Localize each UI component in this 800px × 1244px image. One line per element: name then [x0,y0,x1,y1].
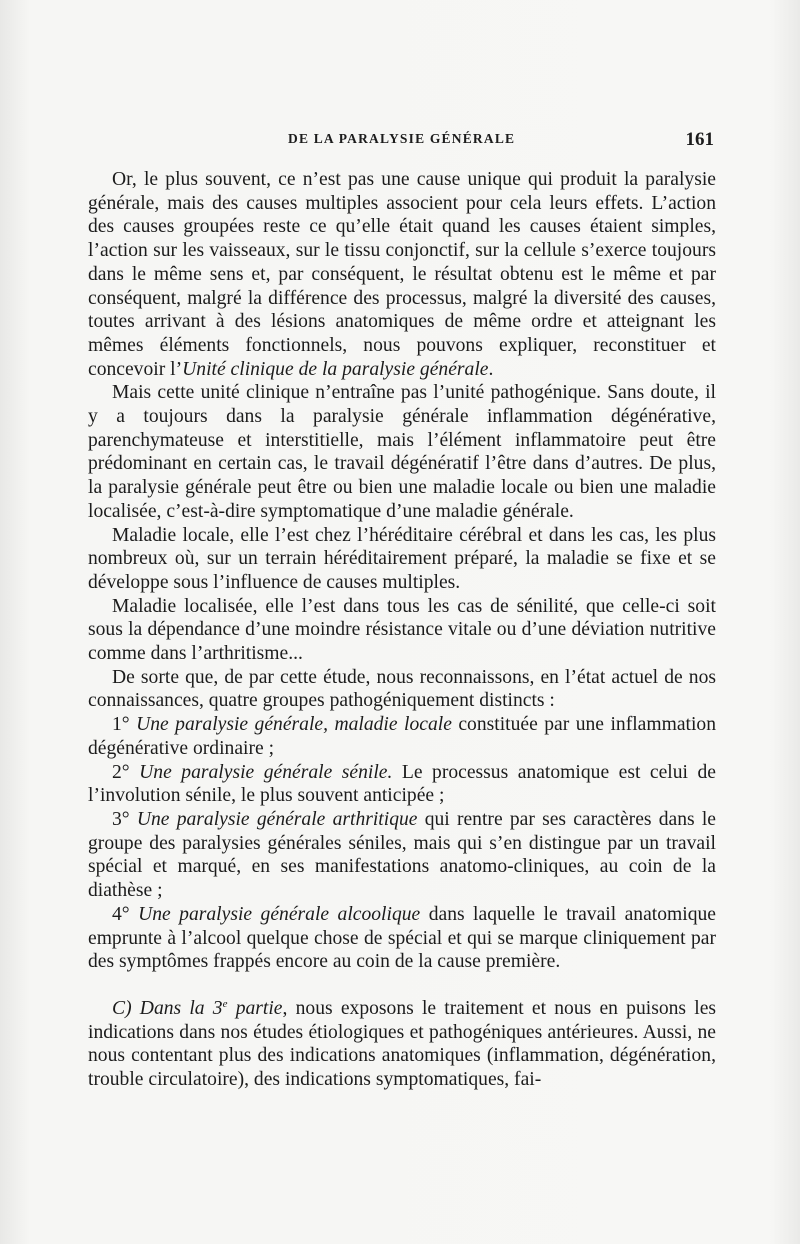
list-item: 2° Une paralysie générale sénile. Le processus anatomique est celui de l’involution sénile, le plus souvent anticipée ; [88,761,716,807]
body-text [88,168,716,1092]
paragraph: De sorte que, de par cette étude, nous reconnaissons, en l’état actuel de nos connaissances, quatre groupes pathogéniquement distincts : [88,666,716,712]
list-item: 3° Une paralysie générale arthritique qui rentre par ses caractères dans le groupe des paralysies générales séniles, mais qui s’en distingue par un travail spécial et marqué, en ses manifestations anatomo-cliniques, au coin de la diathèse ; [88,808,716,902]
page-number: 161 [685,129,714,150]
list-item: 4° Une paralysie générale alcoolique dans laquelle le travail anatomique emprunte à l’alcool quelque chose de spécial et qui se marque cliniquement par des symptômes frappés encore au coin de la cause première. [88,903,716,973]
paragraph: Or, le plus souvent, ce n’est pas une cause unique qui produit la paralysie générale, mais des causes multiples associent pour cela leurs effets. L’action des causes groupées reste ce qu’elle était quand les causes étaient simples, l’action sur les vaisseaux, sur le tissu conjonctif, sur la cellule s’exerce toujours dans le même sens et, par conséquent, le résultat obtenu est le même et par conséquent, malgré la différence des processus, malgré la diversité des causes, toutes arrivant à des lésions anatomiques de même ordre et atteignant les mêmes éléments fonctionnels, nous pouvons expliquer, reconstituer et concevoir l’Unité clinique de la paralysie générale. [88,169,716,380]
final-paragraph: C) Dans la 3e partie, nous exposons le traitement et nous en puisons les indications dans nos études étiologiques et pathogéniques antérieures. Aussi, ne nous contentant plus des indications anatomiques (inflammation, dégénération, trouble circulatoire), des indications symptomatiques, fai- [88,997,717,1091]
paragraph: Maladie locale, elle l’est chez l’héréditaire cérébral et dans les cas, les plus nombreux où, sur un terrain héréditairement préparé, la maladie se fixe et se développe sous l’influence de causes multiples. [88,524,716,593]
running-title: DE LA PARALYSIE GÉNÉRALE [288,131,516,146]
page-header [88,131,714,155]
paragraph: Mais cette unité clinique n’entraîne pas l’unité pathogénique. Sans doute, il y a toujours dans la paralysie générale inflammation dégénérative, parenchymateuse et interstitielle, mais l’élément inflammatoire peut être prédominant en certain cas, le travail dégénératif l’être dans d’autres. De plus, la paralysie générale peut être ou bien une maladie locale ou bien une maladie localisée, c’est-à-dire symptomatique d’une maladie générale. [88,382,716,522]
paragraph: Maladie localisée, elle l’est dans tous les cas de sénilité, que celle-ci soit sous la dépendance d’une moindre résistance vitale ou d’une déviation nutritive comme dans l’arthritisme... [88,595,716,665]
list-item: 1° Une paralysie générale, maladie locale constituée par une inflammation dégénérative ordinaire ; [88,714,717,759]
